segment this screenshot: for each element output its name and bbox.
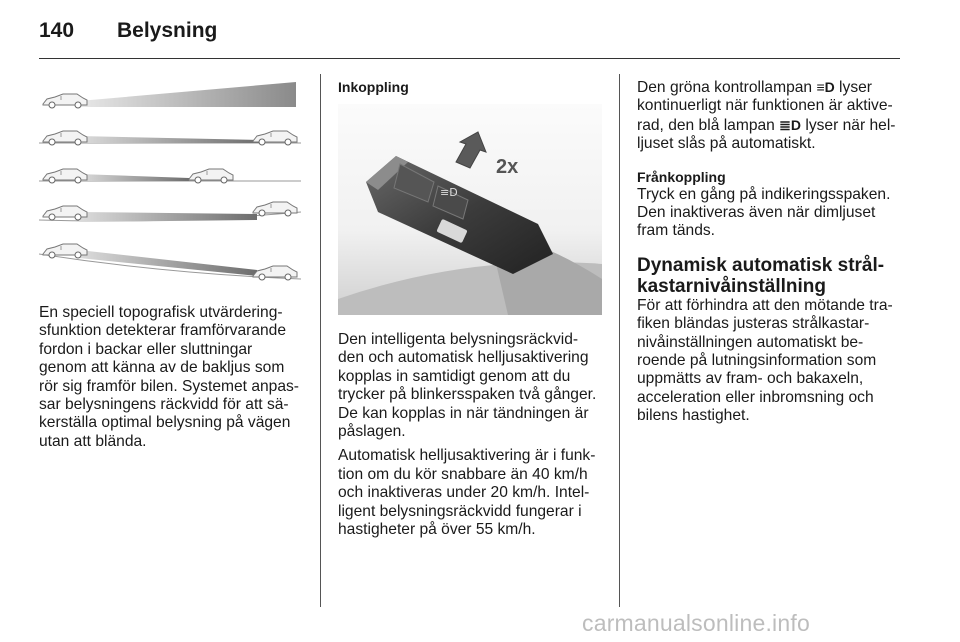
page-number: 140 xyxy=(39,19,75,42)
right-column xyxy=(637,78,907,426)
text-line: sar belysningens räckvidd för att sä- xyxy=(39,396,289,414)
column-divider-left xyxy=(320,74,321,607)
beam-row-5 xyxy=(39,244,301,280)
text-line: En speciell topografisk utvärdering- xyxy=(39,304,283,321)
text-line: fordon i backar eller sluttningar xyxy=(39,340,253,358)
text-line: fiken bländas justeras strålkastar- xyxy=(637,315,870,333)
high-beam-icon: ≣D xyxy=(779,116,802,133)
column-divider-right xyxy=(619,74,620,607)
text-line: kopplas in samtidigt genom att du xyxy=(338,367,571,385)
left-column xyxy=(39,304,309,451)
text-line: För att förhindra att den mötande tra- xyxy=(637,296,893,314)
text-line: kontinuerligt när funktionen är aktive- xyxy=(637,97,893,115)
activation-paragraph xyxy=(338,331,613,441)
text-line: påslagen. xyxy=(338,423,406,441)
beam-row-3 xyxy=(39,169,301,183)
stalk-lamp-symbol: ≡D xyxy=(440,186,458,199)
text-line: Automatisk helljusaktivering är i funk- xyxy=(338,447,596,465)
text-line: ligent belysningsräckvidd fungerar i xyxy=(338,502,582,520)
beam-row-2 xyxy=(39,131,301,145)
beam-range-illustration xyxy=(39,74,301,290)
text-line: kerställa optimal belysning på vägen xyxy=(39,414,291,432)
watermark: carmanualsonline.info xyxy=(582,610,810,636)
text-line: nivåinställningen automatiskt be- xyxy=(637,333,864,351)
text-line: tion om du kör snabbare än 40 km/h xyxy=(338,465,588,483)
text-line: trycker på blinkersspaken två gånger. xyxy=(338,386,597,404)
page-title: Belysning xyxy=(117,19,218,42)
middle-column xyxy=(338,78,608,96)
indicator-stalk-illustration xyxy=(338,104,602,315)
text-line: Den intelligenta belysningsräckvid- xyxy=(338,331,579,348)
deactivation-paragraph xyxy=(637,186,907,241)
dynamic-leveling-paragraph xyxy=(637,297,907,426)
text-line: fram tänds. xyxy=(637,222,715,240)
beam-row-4 xyxy=(39,202,301,222)
press-count-label: 2x xyxy=(496,156,519,178)
intro-paragraph xyxy=(39,304,309,451)
speed-paragraph xyxy=(338,447,613,539)
text-line: rör sig framför bilen. Systemet anpas- xyxy=(39,377,299,395)
text-line: ljuset slås på automatiskt. xyxy=(637,135,816,153)
text-line: De kan kopplas in när tändningen är xyxy=(338,404,589,422)
text-line: Den inaktiveras även när dimljuset xyxy=(637,204,876,222)
section-heading-inkoppling: Inkoppling xyxy=(338,79,409,95)
text-line: utan att blända. xyxy=(39,432,147,450)
indicator-paragraph: Den gröna kontrollampan ≡D lyser kontinuerligt när funktionen är aktive- rad, den blå lampan ≣D lyser när hel- ljuset slås på automatiskt. xyxy=(637,79,896,153)
text-line: hastigheter på över 55 km/h. xyxy=(338,521,536,539)
middle-column-text xyxy=(338,331,613,539)
beam-row-1 xyxy=(43,82,296,108)
text-line: den och automatisk helljusaktivering xyxy=(338,349,589,367)
section-heading-frankoppling: Frånkoppling xyxy=(637,168,726,185)
auto-high-beam-icon: ≡D xyxy=(816,79,835,95)
text-line: uppmätts av fram- och bakaxeln, xyxy=(637,370,864,388)
header-rule xyxy=(39,58,900,59)
text-line: sfunktion detekterar framförvarande xyxy=(39,322,287,340)
text-line: och inaktiveras under 20 km/h. Intel- xyxy=(338,484,590,502)
text-line: acceleration eller inbromsning och xyxy=(637,388,874,406)
text-line: genom att känna av de bakljus som xyxy=(39,359,285,377)
text-line: roende på lutningsinformation som xyxy=(637,352,877,370)
section-heading-dynamic-leveling: Dynamisk automatisk strål- kastarnivåinställning xyxy=(637,254,885,297)
text-line: Tryck en gång på indikeringsspaken. xyxy=(637,185,891,203)
text-line: bilens hastighet. xyxy=(637,407,750,425)
